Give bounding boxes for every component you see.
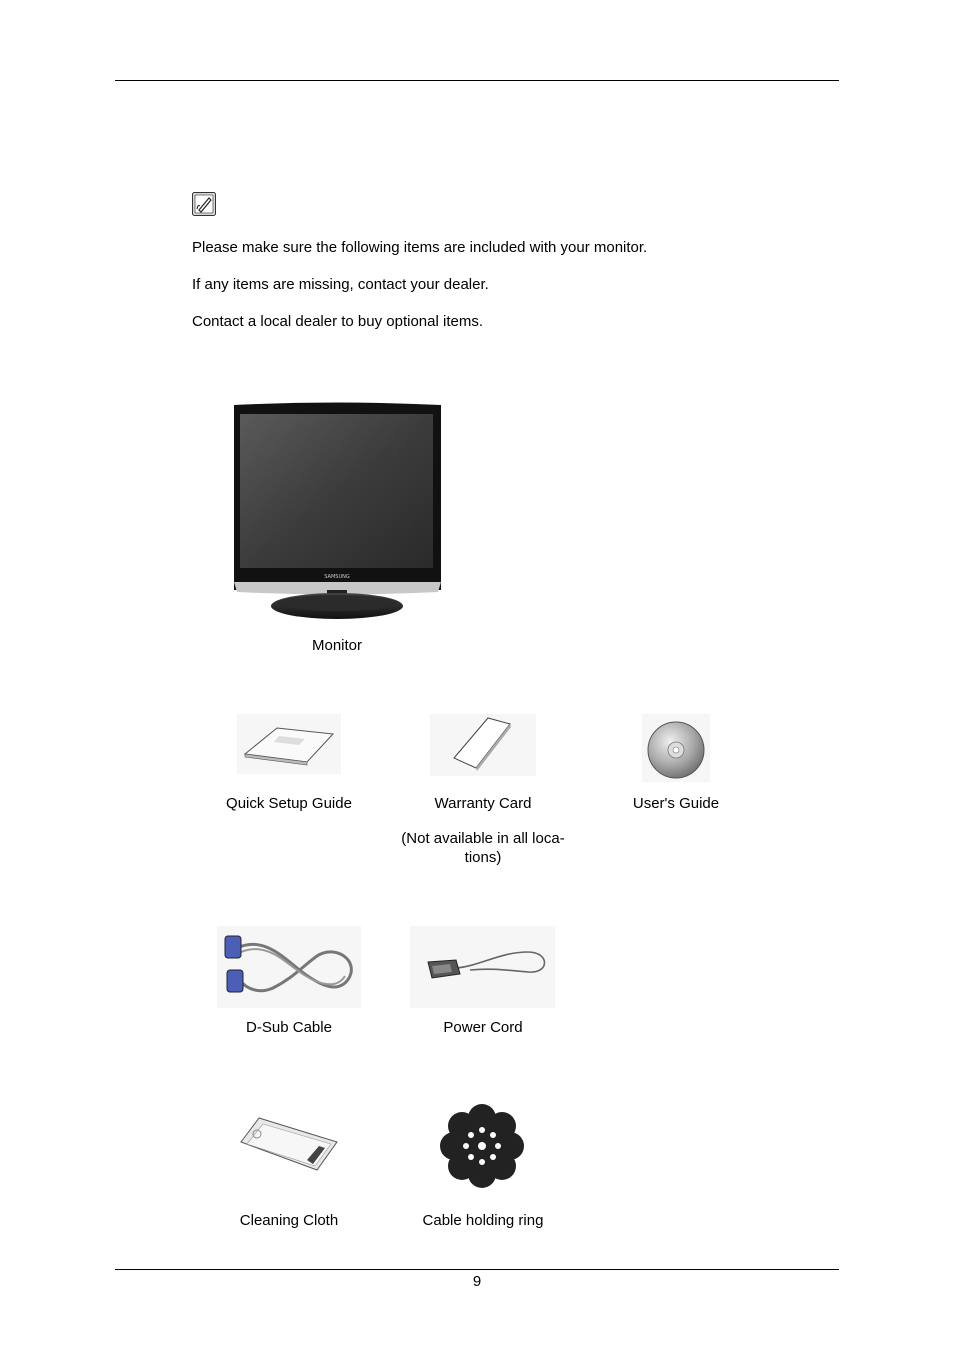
page-number: 9 — [472, 1273, 482, 1290]
warranty-card-image — [430, 714, 536, 776]
intro-line-3: Contact a local dealer to buy optional items. — [192, 313, 483, 330]
quick-setup-guide-caption: Quick Setup Guide — [226, 795, 352, 812]
cleaning-cloth-image — [237, 1112, 341, 1176]
dsub-cable-caption: D-Sub Cable — [246, 1019, 332, 1036]
cable-holding-ring-image — [436, 1100, 528, 1192]
users-guide-caption: User's Guide — [632, 795, 720, 812]
power-cord-caption: Power Cord — [443, 1019, 523, 1036]
warranty-note-line-1: (Not available in all loca- — [401, 830, 565, 847]
intro-line-2: If any items are missing, contact your dealer. — [192, 276, 489, 293]
warranty-card-caption: Warranty Card — [434, 795, 532, 812]
header-rule — [115, 80, 839, 81]
cable-holding-ring-caption: Cable holding ring — [422, 1212, 544, 1229]
note-icon — [192, 192, 216, 216]
warranty-note-line-2: tions) — [464, 849, 502, 866]
power-cord-image — [410, 926, 555, 1008]
users-guide-cd-image — [642, 714, 710, 782]
cleaning-cloth-caption: Cleaning Cloth — [239, 1212, 339, 1229]
footer-rule — [115, 1269, 839, 1270]
dsub-cable-image — [217, 926, 361, 1008]
quick-setup-guide-image — [237, 714, 341, 774]
monitor-image — [230, 400, 445, 625]
monitor-caption: Monitor — [311, 637, 363, 654]
monitor-brand: SAMSUNG — [324, 574, 350, 580]
intro-line-1: Please make sure the following items are included with your monitor. — [192, 239, 648, 256]
